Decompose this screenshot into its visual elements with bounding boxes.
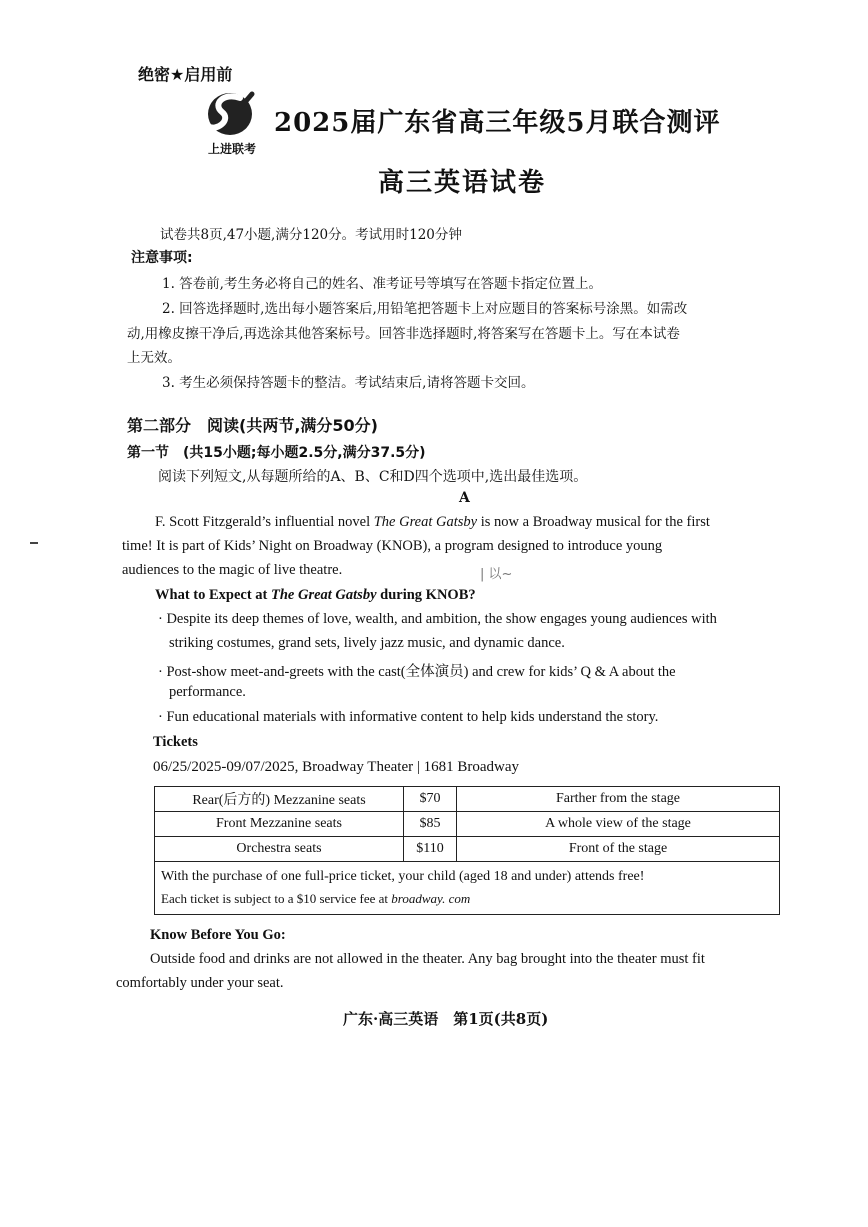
table-row xyxy=(155,837,780,862)
exam-title: 2025届广东省高三年级5月联合测评 xyxy=(274,108,721,138)
tickets-heading: Tickets xyxy=(153,734,198,750)
bullet-2-line1: · Post-show meet-and-greets with the cast(全体演员) and crew for kids’ Q & A about the xyxy=(158,664,676,680)
passage-letter: A xyxy=(459,490,470,506)
price-cell: $70 xyxy=(404,787,457,812)
view-cell: Front of the stage xyxy=(457,837,780,862)
table-row xyxy=(155,812,780,837)
expect-heading: What to Expect at The Great Gatsby during KNOB? xyxy=(155,587,476,603)
section-title: 第一节 (共15小题;每小题2.5分,满分37.5分) xyxy=(127,445,426,461)
notice-item-1: 1. 答卷前,考生务必将自己的姓名、准考证号等填写在答题卡指定位置上。 xyxy=(162,276,602,292)
bullet-2-line2: performance. xyxy=(169,684,246,700)
price-cell: $85 xyxy=(404,812,457,837)
exam-subtitle: 高三英语试卷 xyxy=(378,168,547,198)
dates-venue: 06/25/2025-09/07/2025, Broadway Theater | 1681 Broadway xyxy=(153,759,519,775)
stray-mark xyxy=(30,542,38,544)
exam-info: 试卷共8页,47小题,满分120分。考试用时120分钟 xyxy=(160,227,462,243)
notice-item-2-line2: 动,用橡皮擦干净后,再选涂其他答案标号。回答非选择题时,将答案写在答题卡上。写在本试卷 xyxy=(127,326,680,342)
logo-emblem-icon xyxy=(200,88,264,142)
table-note xyxy=(155,862,780,915)
bullet-3: · Fun educational materials with informative content to help kids understand the story. xyxy=(158,709,659,725)
notice-heading: 注意事项: xyxy=(131,250,193,266)
seat-cell: Front Mezzanine seats xyxy=(155,812,404,837)
logo-text: 上进联考 xyxy=(207,142,256,156)
seat-cell: Rear(后方的) Mezzanine seats xyxy=(155,787,404,812)
passage-line-3: audiences to the magic of live theatre. xyxy=(122,562,343,578)
notice-item-2-line1: 2. 回答选择题时,选出每小题答案后,用铅笔把答题卡上对应题目的答案标号涂黑。如需改 xyxy=(162,301,688,317)
notice-item-3: 3. 考生必须保持答题卡的整洁。考试结束后,请将答题卡交回。 xyxy=(162,375,535,391)
know-line-2: comfortably under your seat. xyxy=(116,975,284,991)
table-row xyxy=(155,787,780,812)
ticket-table xyxy=(154,786,780,915)
passage-line-1: F. Scott Fitzgerald’s influential novel The Great Gatsby is now a Broadway musical for the first xyxy=(155,514,710,530)
passage-line-2: time! It is part of Kids’ Night on Broadway (KNOB), a program designed to introduce young xyxy=(122,538,663,554)
part-title: 第二部分 阅读(共两节,满分50分) xyxy=(127,416,378,435)
section-direction: 阅读下列短文,从每题所给的A、B、C和D四个选项中,选出最佳选项。 xyxy=(158,469,588,485)
view-cell: A whole view of the stage xyxy=(457,812,780,837)
exam-logo xyxy=(200,88,264,158)
bullet-1-line2: striking costumes, grand sets, lively jazz music, and dynamic dance. xyxy=(169,635,565,651)
know-line-1: Outside food and drinks are not allowed in the theater. Any bag brought into the theater must fit xyxy=(150,951,705,967)
know-heading: Know Before You Go: xyxy=(150,927,286,943)
seat-cell: Orchestra seats xyxy=(155,837,404,862)
bullet-1-line1: · Despite its deep themes of love, wealth, and ambition, the show engages young audiences with xyxy=(158,611,717,627)
price-cell: $110 xyxy=(404,837,457,862)
notice-item-2-line3: 上无效。 xyxy=(127,350,181,366)
page-footer: 广东·高三英语 第1页(共8页) xyxy=(343,1010,549,1028)
confidential-label: 绝密★启用前 xyxy=(138,65,233,84)
view-cell: Farther from the stage xyxy=(457,787,780,812)
note-line-1: With the purchase of one full-price ticket, your child (aged 18 and under) attends free! xyxy=(161,869,645,884)
note-line-2: Each ticket is subject to a $10 service fee at broadway. com xyxy=(161,891,471,906)
table-note-row xyxy=(155,862,780,915)
handwritten-mark: | 以~ xyxy=(480,567,513,582)
